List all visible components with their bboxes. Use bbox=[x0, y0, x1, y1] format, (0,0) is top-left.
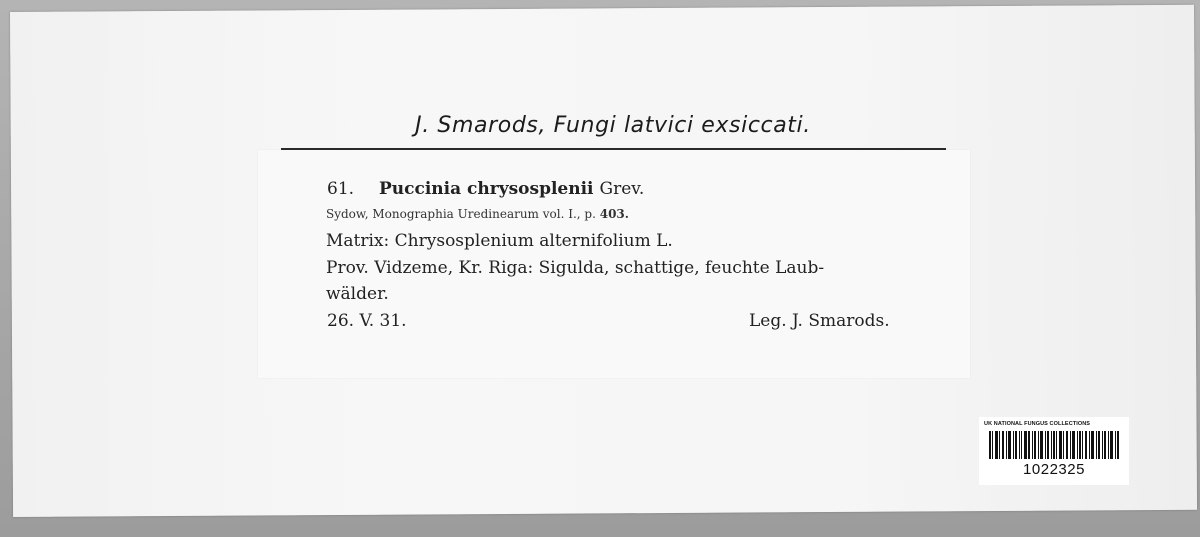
reference-page: 403. bbox=[599, 207, 629, 221]
barcode-icon bbox=[989, 431, 1119, 459]
species-binomial: Puccinia chrysosplenii bbox=[379, 179, 594, 199]
barcode-header: UK NATIONAL FUNGUS COLLECTIONS bbox=[984, 421, 1091, 427]
species-name bbox=[379, 179, 644, 199]
literature-reference bbox=[326, 207, 629, 221]
specimen-number: 61. bbox=[327, 179, 355, 199]
heading-rule bbox=[281, 148, 946, 150]
species-authority: Grev. bbox=[599, 179, 645, 199]
host-matrix: Matrix: Chrysosplenium alternifolium L. bbox=[326, 231, 673, 251]
reference-text: Sydow, Monographia Uredinearum vol. I., p. bbox=[326, 207, 596, 221]
collector: Leg. J. Smarods. bbox=[749, 311, 890, 331]
barcode-label bbox=[979, 417, 1129, 485]
collection-date: 26. V. 31. bbox=[327, 311, 407, 331]
locality-line-1: Prov. Vidzeme, Kr. Riga: Sigulda, schattige, feuchte Laub- bbox=[326, 258, 825, 278]
locality-line-2: wälder. bbox=[326, 284, 389, 304]
barcode-number: 1022325 bbox=[1023, 461, 1085, 478]
collection-heading: J. Smarods, Fungi latvici exsiccati. bbox=[415, 113, 811, 138]
